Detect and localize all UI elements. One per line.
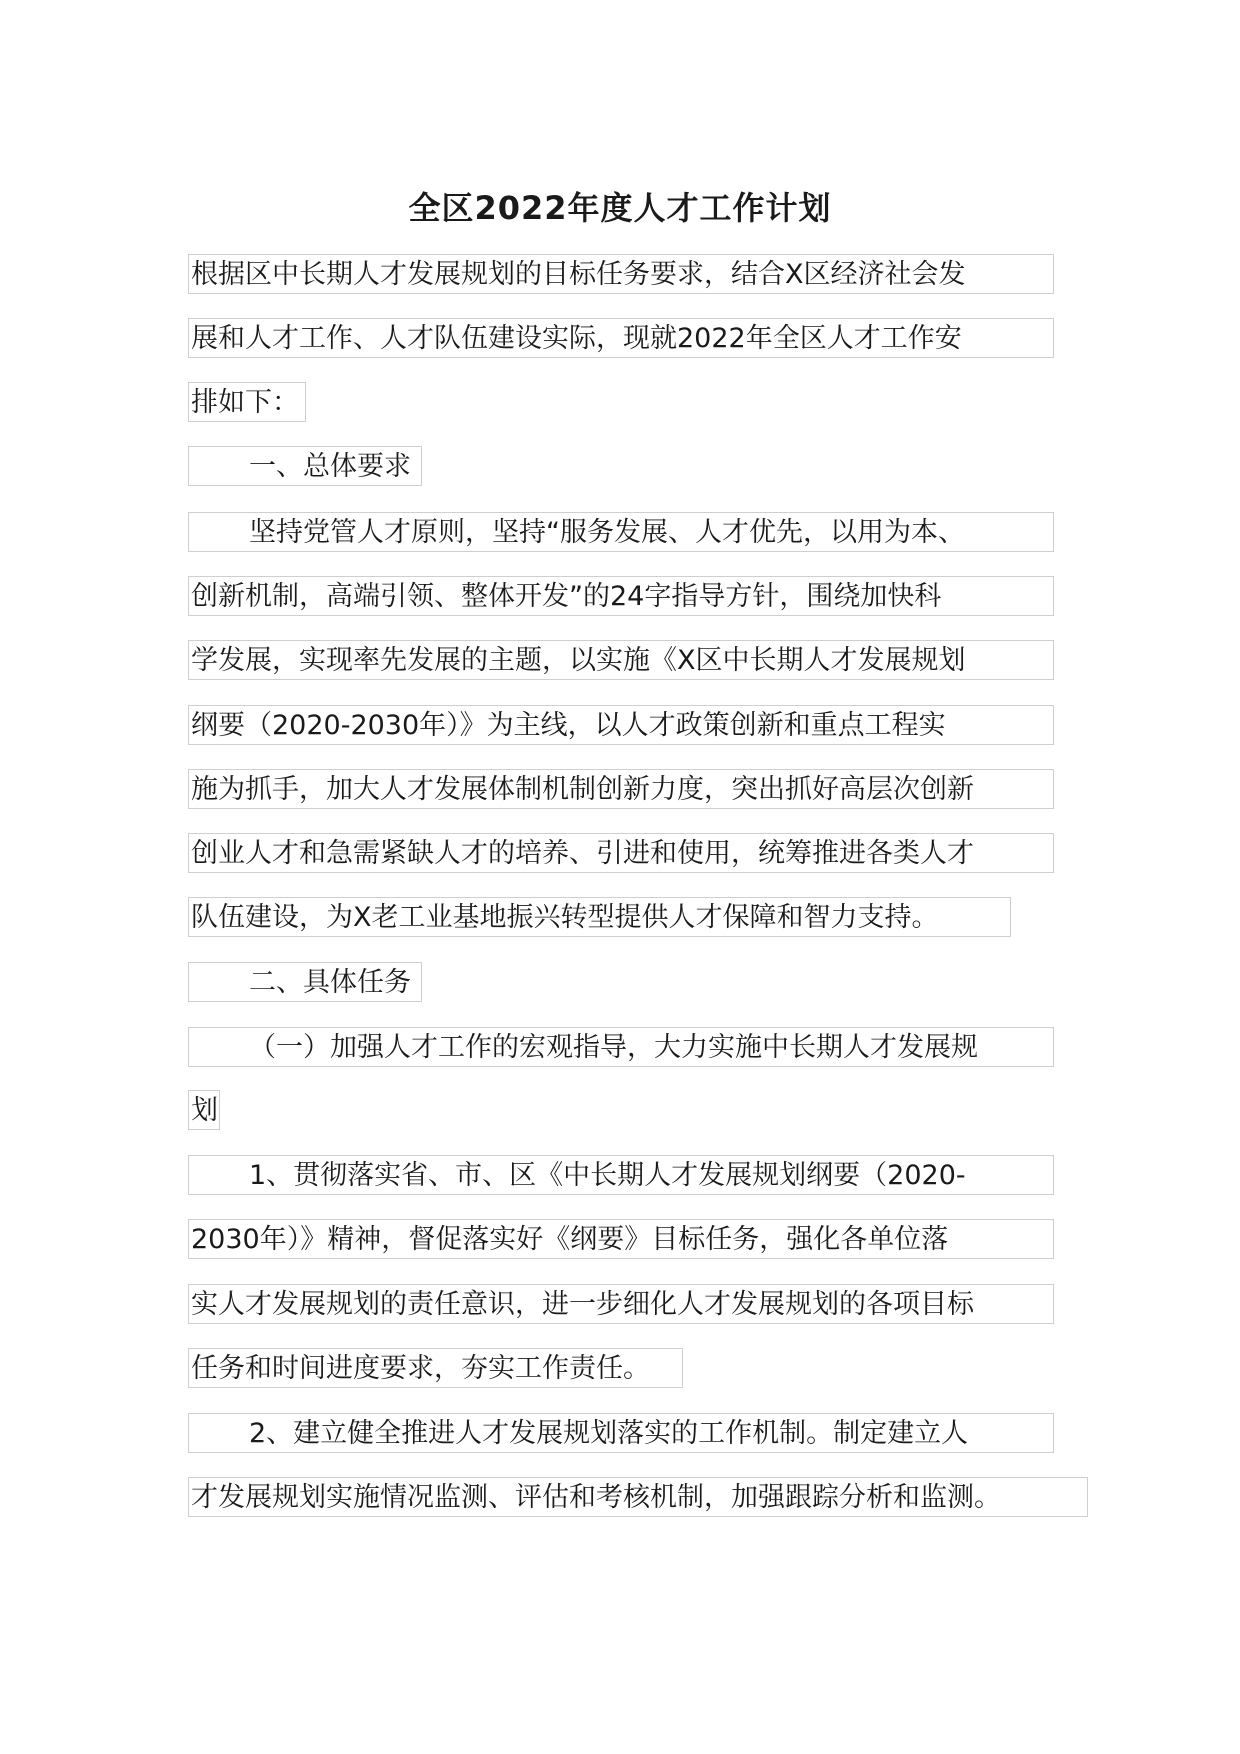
paragraph-line: 任务和时间进度要求，夯实工作责任。 [188,1348,683,1388]
paragraph-line: 实人才发展规划的责任意识，进一步细化人才发展规划的各项目标 [188,1284,1054,1324]
paragraph-line: 根据区中长期人才发展规划的目标任务要求，结合X区经济社会发 [188,254,1054,294]
section-heading: 二、具体任务 [188,962,422,1002]
paragraph-line: 2030年）》精神，督促落实好《纲要》目标任务，强化各单位落 [188,1219,1054,1259]
paragraph-line: 学发展，实现率先发展的主题，以实施《X区中长期人才发展规划 [188,640,1054,680]
document-title: 全区2022年度人才工作计划 [408,189,832,227]
paragraph-line: 创新机制，高端引领、整体开发”的24字指导方针，围绕加快科 [188,576,1054,616]
section-heading: 一、总体要求 [188,446,422,486]
paragraph-line: 1、贯彻落实省、市、区《中长期人才发展规划纲要（2020- [188,1155,1054,1195]
paragraph-line: 2、建立健全推进人才发展规划落实的工作机制。制定建立人 [188,1413,1054,1453]
paragraph-line: 创业人才和急需紧缺人才的培养、引进和使用，统筹推进各类人才 [188,833,1054,873]
paragraph-line: 纲要（2020-2030年）》为主线，以人才政策创新和重点工程实 [188,705,1054,745]
paragraph-line: 队伍建设，为X老工业基地振兴转型提供人才保障和智力支持。 [188,897,1011,937]
subsection-heading: （一）加强人才工作的宏观指导，大力实施中长期人才发展规 [188,1027,1054,1067]
paragraph-line: 展和人才工作、人才队伍建设实际，现就2022年全区人才工作安 [188,318,1054,358]
paragraph-line: 排如下： [188,382,306,422]
paragraph-line: 才发展规划实施情况监测、评估和考核机制，加强跟踪分析和监测。 [188,1477,1088,1517]
paragraph-line: 坚持党管人才原则，坚持“服务发展、人才优先，以用为本、 [188,512,1054,552]
paragraph-line: 施为抓手，加大人才发展体制机制创新力度，突出抓好高层次创新 [188,769,1054,809]
subsection-heading: 划 [188,1090,220,1130]
